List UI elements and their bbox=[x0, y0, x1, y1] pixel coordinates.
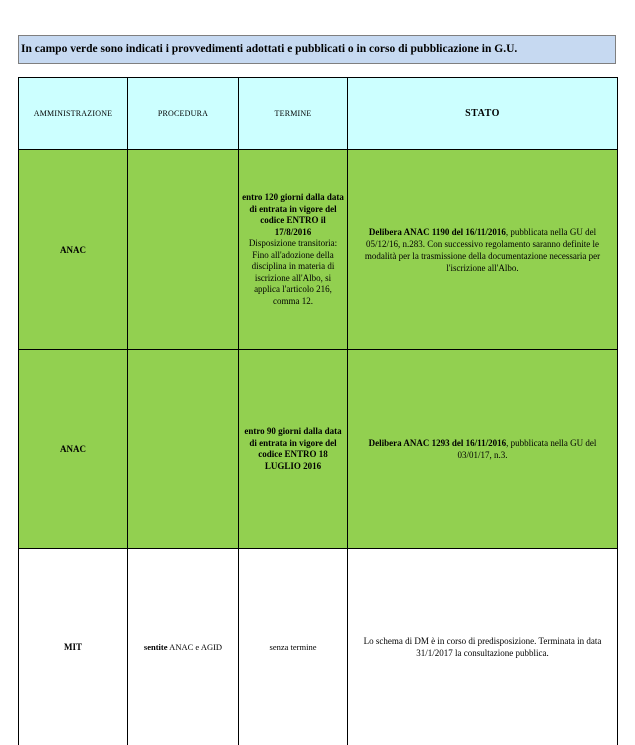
provvedimenti-table bbox=[18, 77, 618, 745]
termine-deadline: entro 120 giorni dalla data di entrata in vigore del codice ENTRO il 17/8/2016 bbox=[242, 192, 344, 237]
stato-delibera: Delibera ANAC 1293 del 16/11/2016 bbox=[368, 438, 507, 448]
stato-delibera: Delibera ANAC 1190 del 16/11/2016 bbox=[368, 226, 506, 237]
table-row bbox=[19, 549, 618, 745]
legend-banner bbox=[18, 35, 616, 64]
table-row bbox=[19, 350, 618, 549]
cell-termine bbox=[239, 150, 348, 350]
cell-procedura bbox=[128, 350, 239, 549]
cell-procedura bbox=[128, 549, 239, 745]
header-amministrazione: AMMINISTRAZIONE bbox=[19, 78, 128, 150]
table-row bbox=[19, 150, 618, 350]
header-termine: TERMINE bbox=[239, 78, 348, 150]
header-row bbox=[19, 78, 618, 150]
header-procedura: PROCEDURA bbox=[128, 78, 239, 150]
stato-detail: , pubblicata nella GU del 05/12/16, n.283. Con successivo regolamento saranno definite le modalità per la trasmissione della documentazione necessaria per l'iscrizione all'Albo. bbox=[364, 226, 601, 273]
cell-amministrazione: MIT bbox=[19, 549, 128, 745]
cell-procedura bbox=[128, 150, 239, 350]
cell-stato: Lo schema di DM è in corso di predisposizione. Terminata in data 31/1/2017 la consultazione pubblica. bbox=[348, 549, 618, 745]
cell-amministrazione: ANAC bbox=[19, 350, 128, 549]
cell-amministrazione: ANAC bbox=[19, 150, 128, 350]
header-stato: STATO bbox=[348, 78, 618, 150]
termine-note: Disposizione transitoria: Fino all'adozione della disciplina in materia di iscrizione all'Albo, si applica l'articolo 216, comma 12. bbox=[248, 238, 338, 306]
procedura-sentite: sentite bbox=[143, 641, 168, 652]
cell-stato bbox=[348, 350, 618, 549]
cell-termine bbox=[239, 350, 348, 549]
stato-detail: , pubblicata nella GU del 03/01/17, n.3. bbox=[457, 438, 597, 460]
procedura-enti: ANAC e AGID bbox=[167, 641, 223, 652]
cell-stato bbox=[348, 150, 618, 350]
legend-text: In campo verde sono indicati i provvedimenti adottati e pubblicati o in corso di pubblicazione in G.U. bbox=[21, 43, 518, 55]
cell-termine: senza termine bbox=[239, 549, 348, 745]
termine-deadline: entro 90 giorni dalla data di entrata in vigore del codice ENTRO 18 LUGLIO 2016 bbox=[244, 426, 342, 471]
